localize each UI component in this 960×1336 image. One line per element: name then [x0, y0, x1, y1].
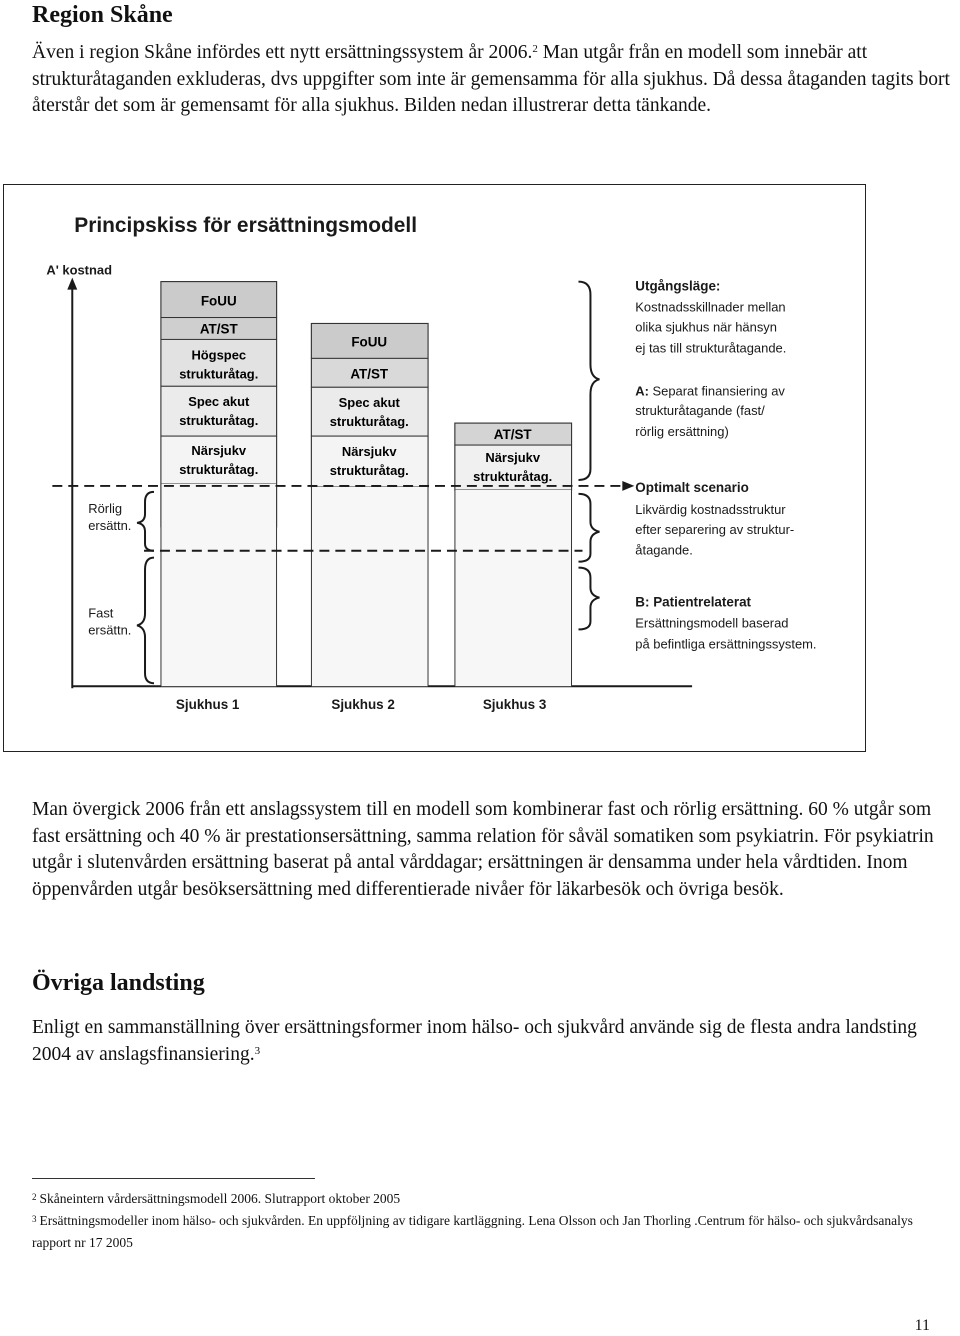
sjukhus3-narsjukv-line1: Närsjukv: [485, 450, 541, 466]
optimalt-line3: åtagande.: [635, 542, 693, 558]
utgangslage-brace-icon: [578, 282, 599, 480]
sjukhus2-narsjukv-line1: Närsjukv: [341, 444, 397, 460]
rorlig-brace-icon: [137, 492, 154, 551]
sjukhus1-stack: [161, 282, 277, 687]
rorlig-label-line2: ersättn.: [88, 517, 132, 533]
principskiss-diagram: [4, 185, 865, 751]
x-label-sjukhus3: Sjukhus 3: [482, 697, 547, 713]
footnote-3: [32, 1210, 947, 1254]
x-label-sjukhus1: Sjukhus 1: [175, 697, 240, 713]
scenario-a-line2: strukturåtagande (fast/: [635, 403, 765, 419]
y-axis-arrow-icon: [67, 278, 77, 290]
sjukhus1-specakut-line1: Spec akut: [188, 394, 250, 410]
section-heading-region-skane: Region Skåne: [32, 2, 173, 28]
footnote-3-number: 3: [32, 1214, 37, 1224]
patientrelaterat-line1: Ersättningsmodell baserad: [635, 615, 789, 631]
utgangslage-line3: ej tas till strukturåtagande.: [635, 340, 787, 356]
section-heading-ovriga-landsting: Övriga landsting: [32, 970, 205, 996]
fast-brace-icon: [137, 558, 154, 684]
figure-title: Principskiss för ersättningsmodell: [74, 213, 418, 237]
rorlig-label-line1: Rörlig: [88, 500, 123, 516]
fast-label-line2: ersättn.: [88, 622, 132, 638]
scenario-a-line3: rörlig ersättning): [635, 424, 729, 440]
footnote-2-text: Skåneintern vårdersättningsmodell 2006. Slutrapport oktober 2005: [39, 1191, 401, 1206]
sjukhus3-narsjukv-line2: strukturåtag.: [473, 468, 553, 484]
sjukhus2-narsjukv-line2: strukturåtag.: [329, 462, 409, 478]
page-number: 11: [914, 1317, 930, 1334]
patientrelaterat-line2: på befintliga ersättningssystem.: [635, 636, 817, 652]
sjukhus2-fouu-label: FoUU: [351, 334, 388, 350]
sjukhus1-hogspec-line1: Högspec: [191, 347, 247, 363]
ovriga-text: Enligt en sammanställning över ersättningsformer inom hälso- och sjukvård använde sig de flesta andra landsting 2004 av anslagsfinansiering.: [32, 1017, 917, 1065]
intro-paragraph: [32, 40, 952, 120]
footnote-ref-3[interactable]: 3: [254, 1044, 261, 1057]
footnote-2: [32, 1188, 947, 1210]
scenario-a-line1: Separat finansiering av: [648, 383, 785, 399]
optimalt-title: Optimalt scenario: [635, 479, 749, 495]
sjukhus2-base: [311, 487, 428, 686]
scenario-a-text: [635, 383, 785, 398]
sjukhus3-stack: [455, 423, 572, 686]
y-axis-label: A' kostnad: [46, 262, 112, 278]
intro-text-part1: Även i region Skåne infördes ett nytt ersättningssystem år 2006.: [32, 42, 533, 63]
optimalt-line2: efter separering av struktur-: [635, 521, 795, 537]
footnote-ref-2[interactable]: 2: [532, 43, 538, 55]
sjukhus1-specakut-line2: strukturåtag.: [179, 413, 259, 429]
ovriga-paragraph: [32, 1015, 952, 1068]
sjukhus2-stack: [311, 324, 428, 687]
sjukhus1-narsjukv-line1: Närsjukv: [191, 443, 247, 459]
utgangslage-line1: Kostnadsskillnader mellan: [635, 299, 786, 315]
sjukhus2-atst-label: AT/ST: [350, 366, 389, 382]
patientrelaterat-brace-icon: [578, 568, 599, 630]
figure-principskiss: [3, 184, 866, 752]
sjukhus1-atst-label: AT/ST: [199, 321, 238, 337]
intro-text-part2: Man utgår från en modell som innebär att strukturåtaganden exkluderas, dvs uppgifter som inte är gemensamma för alla sjukhus. Då dessa åtaganden tagits bort återstår det som är gemensamt för alla sjukhus. Bilden nedan illustrerar detta tänkande.: [32, 42, 950, 116]
scenario-a-title: A:: [635, 383, 649, 399]
x-label-sjukhus2: Sjukhus 2: [331, 697, 395, 713]
sjukhus1-hogspec-line2: strukturåtag.: [179, 366, 259, 382]
sjukhus1-fouu-label: FoUU: [200, 293, 237, 309]
sjukhus1-base: [161, 484, 277, 686]
patientrelaterat-title: B: Patientrelaterat: [635, 594, 752, 610]
model-paragraph: Man övergick 2006 från ett anslagssystem till en modell som kombinerar fast och rörlig ersättning. 60 % utgår som fast ersättning och 40 % är prestationsersättning, samma relation för såväl somatiken som psykiatrin. För psykiatrin utgår i slutenvården ersättning baserat på antal vårddagar; ersättningen är densamma under hela vårdtiden. Inom öppenvården utgår besöksersättning med differentierade nivåer för läkarbesök och övriga besök.: [32, 799, 934, 900]
utgangslage-line2: olika sjukhus när hänsyn: [635, 319, 777, 335]
sjukhus1-narsjukv-line2: strukturåtag.: [179, 461, 259, 477]
optimal-arrow-icon: [622, 481, 634, 491]
footnote-2-number: 2: [32, 1192, 37, 1202]
sjukhus2-specakut-line2: strukturåtag.: [329, 414, 409, 430]
sjukhus2-specakut-line1: Spec akut: [338, 395, 400, 411]
footnote-3-text: Ersättningsmodeller inom hälso- och sjukvården. En uppföljning av tidigare kartläggning. Lena Olsson och Jan Thorling .Centrum för hälso- och sjukvårdsanalys rapport nr 17 2005: [32, 1213, 913, 1250]
optimalt-line1: Likvärdig kostnadsstruktur: [635, 501, 786, 517]
fast-label-line1: Fast: [88, 605, 114, 621]
footnote-divider: [32, 1178, 315, 1179]
sjukhus3-atst-label: AT/ST: [493, 427, 532, 443]
sjukhus3-base: [455, 490, 572, 686]
utgangslage-title: Utgångsläge:: [635, 278, 721, 294]
